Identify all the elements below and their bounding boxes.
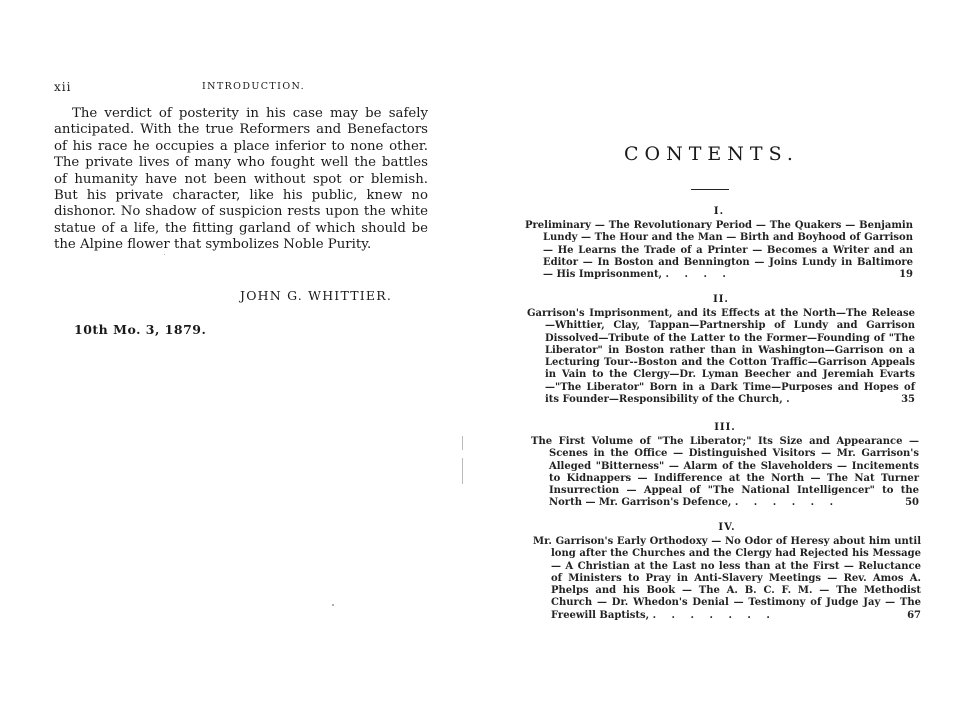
title-rule (691, 189, 729, 190)
toc-chapter-4 (533, 522, 921, 622)
gutter-mark (462, 436, 463, 450)
running-title: INTRODUCTION. (202, 81, 306, 92)
chapter-entry (525, 220, 913, 281)
paper-speck (164, 254, 165, 255)
chapter-page-number: 67 (907, 609, 921, 621)
leader-dots: . (786, 394, 796, 406)
chapter-summary: Garrison's Imprisonment, and its Effects at the North—The Release—Whittier, Clay, Tappan—Partnership of Lundy and Garrison Dissolved—Tribute of the Latter to the Former—Founding of "The Liberator" in Boston rather than in Washington—Garrison on a Lecturing Tour--Boston and the Cotton Traffic—Garrison Appeals in Vain to the Clergy—Dr. Lyman Beecher and Jeremiah Evarts—"The Liberator" Born in a Dark Time—Purposes and Hopes of its Founder—Responsibility of the Church, (527, 308, 915, 406)
chapter-numeral: II. (713, 294, 729, 305)
leader-dots: . . . . . . . (652, 609, 776, 621)
page-number: xii (54, 80, 72, 94)
right-page (470, 0, 980, 724)
toc-chapter-3 (531, 422, 919, 510)
gutter-mark (462, 458, 463, 484)
contents-title: CONTENTS. (624, 143, 799, 165)
chapter-summary: Mr. Garrison's Early Orthodoxy — No Odor of Heresy about him until long after the Churches and the Clergy had Rejected his Message — A Christian at the Last no less than at the First — Reluctance of Ministers to Pray in Anti-Slavery Meetings — Rev. Amos A. Phelps and his Book — The A. B. C. F. M. — The Methodist Church — Dr. Whedon's Denial — Testimony of Judge Jay — The Freewill Baptists, (533, 536, 921, 621)
chapter-entry (533, 536, 921, 622)
leader-dots: . . . . (665, 269, 732, 281)
chapter-entry (527, 308, 915, 406)
signature: JOHN G. WHITTIER. (240, 288, 392, 303)
closing-paragraph: The verdict of posterity in his case may be safely anticipated. With the true Reformers and Benefactors of his race he occupies a place inferior to none other. The private lives of many who fought well the battles of humanity have not been without spot or blemish. But his private character, like his public, knew no dishonor. No shadow of suspicion rests upon the white statue of a life, the fitting garland of which should be the Alpine flower that symbolizes Noble Purity. (54, 106, 428, 253)
leader-dots: . . . . . . (734, 497, 840, 509)
paper-speck (332, 604, 334, 606)
chapter-summary: The First Volume of "The Liberator;" Its Size and Appearance — Scenes in the Office — Distinguished Visitors — Mr. Garrison's Alleged "Bitterness" — Alarm of the Slaveholders — Incitements to Kidnappers — Indifference at the North — The Nat Turner Insurrection — Appeal of "The National Intelligencer" to the North — Mr. Garrison's Defence, (531, 436, 919, 509)
running-head (54, 80, 434, 96)
chapter-numeral: III. (714, 422, 736, 433)
left-page (0, 0, 470, 724)
chapter-summary: Preliminary — The Revolutionary Period — The Quakers — Benjamin Lundy — The Hour and the Man — Birth and Boyhood of Garrison — He Learns the Trade of a Printer — Becomes a Writer and an Editor — In Boston and Bennington — Joins Lundy in Baltimore — His Imprisonment, (525, 220, 913, 281)
chapter-page-number: 35 (901, 394, 915, 406)
chapter-page-number: 19 (899, 269, 913, 281)
chapter-entry (531, 436, 919, 510)
date-line: 10th Mo. 3, 1879. (74, 322, 207, 337)
chapter-page-number: 50 (905, 497, 919, 509)
chapter-numeral: IV. (718, 522, 736, 533)
toc-chapter-1 (525, 206, 913, 281)
toc-chapter-2 (527, 294, 915, 406)
chapter-numeral: I. (713, 206, 725, 217)
